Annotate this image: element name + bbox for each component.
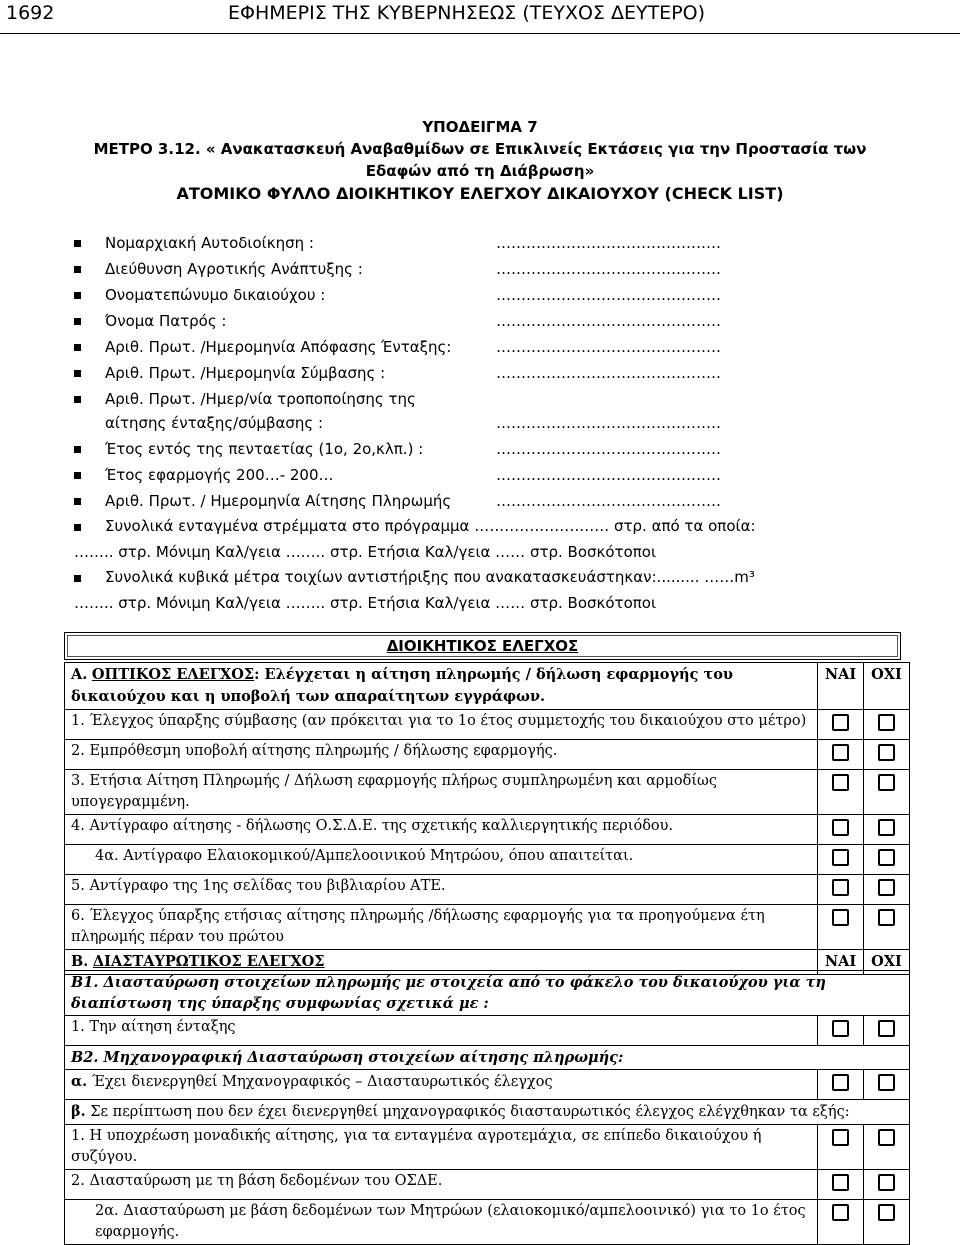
bullet-icon <box>74 240 81 247</box>
no-checkbox[interactable] <box>878 1204 895 1221</box>
field-beneficiary-name-value: ……………………………………… <box>496 286 721 304</box>
yes-column-header: ΝΑΙ <box>818 663 864 710</box>
table-row <box>65 1170 910 1200</box>
bullet-icon <box>74 266 81 273</box>
bullet-icon <box>74 524 81 531</box>
no-column-header: ΟΧΙ <box>864 950 910 975</box>
no-checkbox[interactable] <box>878 774 895 791</box>
no-checkbox[interactable] <box>878 1129 895 1146</box>
admin-control-title: ΔΙΟΙΚΗΤΙΚΟΣ ΕΛΕΓΧΟΣ <box>386 637 579 655</box>
check-item-text: 4α. Αντίγραφο Ελαιοκομικού/Αμπελοοινικού Μητρώου, όπου απαιτείται. <box>65 845 818 875</box>
table-row <box>65 1016 910 1046</box>
table-row <box>65 845 910 875</box>
yes-checkbox[interactable] <box>832 744 849 761</box>
table-row <box>65 1046 910 1070</box>
check-item-text: 5. Αντίγραφο της 1ης σελίδας του βιβλιαρίου ΑΤΕ. <box>65 875 818 905</box>
yes-checkbox[interactable] <box>832 774 849 791</box>
b2-heading: Β2. Μηχανογραφική Διασταύρωση στοιχείων αίτησης πληρωμής: <box>65 1046 910 1070</box>
section-a-table <box>64 662 910 975</box>
totals-area-breakdown: …….. στρ. Μόνιμη Καλ/γεια …….. στρ. Ετήσια Καλ/γεια …… στρ. Βοσκότοποι <box>74 543 657 561</box>
field-year-in-period-label: Έτος εντός της πενταετίας (1ο, 2ο,κλπ.) : <box>105 440 424 458</box>
check-item-text: 6. Έλεγχος ύπαρξης ετήσιας αίτησης πληρωμής /δήλωσης εφαρμογής για τα προηγούμενα έτη πληρωμής πέραν του πρώτου <box>65 905 818 950</box>
bullet-icon <box>74 446 81 453</box>
yes-column-header: ΝΑΙ <box>818 950 864 975</box>
totals-volume-line: Συνολικά κυβικά μέτρα τοιχίων αντιστήριξης που ανακατασκευάστηκαν:......... ……m³ <box>105 568 755 586</box>
check-item-text: 1. Την αίτηση ένταξης <box>65 1016 818 1046</box>
yes-checkbox[interactable] <box>832 879 849 896</box>
check-item-text: 2. Εμπρόθεσμη υποβολή αίτησης πληρωμής / δήλωσης εφαρμογής. <box>65 740 818 770</box>
yes-checkbox[interactable] <box>832 849 849 866</box>
table-row <box>65 663 910 710</box>
field-payment-request-label: Αριθ. Πρωτ. / Ημερομηνία Αίτησης Πληρωμής <box>105 492 452 510</box>
model-title: ΥΠΟΔΕΙΓΜΑ 7 <box>422 118 538 136</box>
field-directorate-value: ……………………………………… <box>496 260 721 278</box>
table-row <box>65 1125 910 1170</box>
bullet-icon <box>74 344 81 351</box>
field-application-year-label: Έτος εφαρμογής 200…- 200… <box>105 466 334 484</box>
no-checkbox[interactable] <box>878 909 895 926</box>
field-father-name-value: ……………………………………… <box>496 312 721 330</box>
field-amendment-label-line2: αίτησης ένταξης/σύμβασης : <box>105 414 324 432</box>
table-row <box>65 1070 910 1100</box>
header-rule <box>0 33 960 34</box>
section-a-heading: Α. ΟΠΤΙΚΟΣ ΕΛΕΓΧΟΣ: Ελέγχεται η αίτηση πληρωμής / δήλωση εφαρμογής του δικαιούχου και η υποβολή των απαραίτητων εγγράφων. <box>65 663 818 710</box>
field-contract-label: Αριθ. Πρωτ. /Ημερομηνία Σύμβασης : <box>105 364 386 382</box>
no-checkbox[interactable] <box>878 1074 895 1091</box>
page-number: 1692 <box>6 2 55 24</box>
table-row <box>65 905 910 950</box>
field-amendment-label-line1: Αριθ. Πρωτ. /Ημερ/νία τροποποίησης της <box>105 390 416 408</box>
check-item-text: 2α. Διασταύρωση με βάση δεδομένων των Μητρώων (ελαιοκομικό/αμπελοοινικό) για το 1ο έτος εφαρμογής. <box>65 1200 818 1245</box>
check-item-text: 1. Η υποχρέωση μοναδικής αίτησης, για τα ενταγμένα αγροτεμάχια, σε επίπεδο δικαιούχου ή συζύγου. <box>65 1125 818 1170</box>
bullet-icon <box>74 498 81 505</box>
admin-control-header <box>64 632 901 660</box>
check-item-text: 2. Διασταύρωση με τη βάση δεδομένων του ΟΣΔΕ. <box>65 1170 818 1200</box>
totals-area-line: Συνολικά ενταγμένα στρέμματα στο πρόγραμμα ……………………… στρ. από τα οποία: <box>105 517 756 535</box>
field-contract-value: ……………………………………… <box>496 364 721 382</box>
no-checkbox[interactable] <box>878 819 895 836</box>
yes-checkbox[interactable] <box>832 1129 849 1146</box>
sheet-title: ΑΤΟΜΙΚΟ ΦΥΛΛΟ ΔΙΟΙΚΗΤΙΚΟΥ ΕΛΕΓΧΟΥ ΔΙΚΑΙΟΥΧΟΥ (CHECK LIST) <box>176 184 784 203</box>
no-checkbox[interactable] <box>878 849 895 866</box>
no-checkbox[interactable] <box>878 1174 895 1191</box>
table-row <box>65 770 910 815</box>
field-amendment-value: ……………………………………… <box>496 414 721 432</box>
field-directorate-label: Διεύθυνση Αγροτικής Ανάπτυξης : <box>105 260 363 278</box>
section-b-heading: Β. ΔΙΑΣΤΑΥΡΩΤΙΚΟΣ ΕΛΕΓΧΟΣ <box>65 950 818 975</box>
field-father-name-label: Όνομα Πατρός : <box>105 312 227 330</box>
check-item-text: α. Έχει διενεργηθεί Μηχανογραφικός – Διασταυρωτικός έλεγχος <box>65 1070 818 1100</box>
totals-volume-breakdown: …….. στρ. Μόνιμη Καλ/γεια …….. στρ. Ετήσια Καλ/γεια …… στρ. Βοσκότοποι <box>74 594 657 612</box>
yes-checkbox[interactable] <box>832 909 849 926</box>
field-application-year-value: ……………………………………… <box>496 466 721 484</box>
yes-checkbox[interactable] <box>832 819 849 836</box>
table-row <box>65 1100 910 1125</box>
no-checkbox[interactable] <box>878 879 895 896</box>
yes-checkbox[interactable] <box>832 1174 849 1191</box>
field-prefecture-label: Νομαρχιακή Αυτοδιοίκηση : <box>105 234 314 252</box>
yes-checkbox[interactable] <box>832 1074 849 1091</box>
measure-title-line1: ΜΕΤΡΟ 3.12. « Ανακατασκευή Αναβαθμίδων σε Επικλινείς Εκτάσεις για την Προστασία των <box>93 140 867 158</box>
measure-title-line2: Εδαφών από τη Διάβρωση» <box>365 162 595 180</box>
check-item-text: 1. Έλεγχος ύπαρξης σύμβασης (αν πρόκειται για το 1ο έτος συμμετοχής του δικαιούχου στο μέτρο) <box>65 710 818 740</box>
no-checkbox[interactable] <box>878 744 895 761</box>
table-row <box>65 1200 910 1245</box>
no-checkbox[interactable] <box>878 714 895 731</box>
bullet-icon <box>74 370 81 377</box>
section-b-table <box>64 970 910 1245</box>
field-inclusion-decision-label: Αριθ. Πρωτ. /Ημερομηνία Απόφασης Ένταξης: <box>105 338 452 356</box>
table-row <box>65 875 910 905</box>
field-inclusion-decision-value: ……………………………………… <box>496 338 721 356</box>
page-header <box>0 0 960 30</box>
no-checkbox[interactable] <box>878 1020 895 1037</box>
check-item-text: 4. Αντίγραφο αίτησης - δήλωσης Ο.Σ.Δ.Ε. της σχετικής καλλιεργητικής περιόδου. <box>65 815 818 845</box>
check-item-text: 3. Ετήσια Αίτηση Πληρωμής / Δήλωση εφαρμογής πλήρως συμπληρωμένη και αρμοδίως υπογεγραμμένη. <box>65 770 818 815</box>
bullet-icon <box>74 318 81 325</box>
field-payment-request-value: ……………………………………… <box>496 492 721 510</box>
b1-heading: Β1. Διασταύρωση στοιχείων πληρωμής με στοιχεία από το φάκελο του δικαιούχου για τη διαπίστωση της ύπαρξης συμφωνίας σχετικά με : <box>65 971 910 1016</box>
field-beneficiary-name-label: Ονοματεπώνυμο δικαιούχου : <box>105 286 326 304</box>
no-column-header: ΟΧΙ <box>864 663 910 710</box>
yes-checkbox[interactable] <box>832 1204 849 1221</box>
table-row <box>65 971 910 1016</box>
table-row <box>65 710 910 740</box>
bullet-icon <box>74 575 81 582</box>
check-item-text: β. Σε περίπτωση που δεν έχει διενεργηθεί μηχανογραφικός διασταυρωτικός έλεγχος ελέγχθηκαν τα εξής: <box>65 1100 910 1125</box>
yes-checkbox[interactable] <box>832 714 849 731</box>
table-row <box>65 815 910 845</box>
bullet-icon <box>74 396 81 403</box>
bullet-icon <box>74 292 81 299</box>
bullet-icon <box>74 472 81 479</box>
field-year-in-period-value: ……………………………………… <box>496 440 721 458</box>
field-prefecture-value: ……………………………………… <box>496 234 721 252</box>
table-row <box>65 740 910 770</box>
gazette-title: ΕΦΗΜΕΡΙΣ ΤΗΣ ΚΥΒΕΡΝΗΣΕΩΣ (ΤΕΥΧΟΣ ΔΕΥΤΕΡΟ) <box>228 2 706 24</box>
yes-checkbox[interactable] <box>832 1020 849 1037</box>
